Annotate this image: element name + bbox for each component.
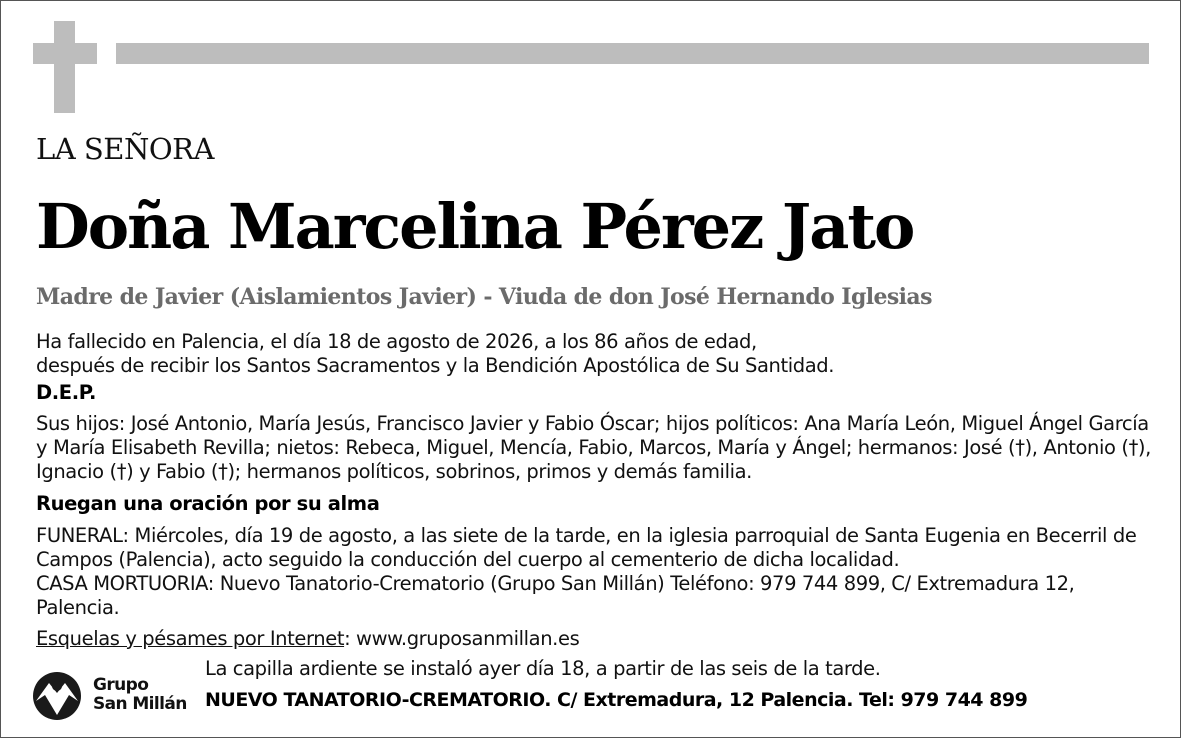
- funeral-details: [36, 524, 1151, 620]
- relations-subtitle: Madre de Javier (Aislamientos Javier) - Viuda de don José Hernando Iglesias: [36, 284, 932, 310]
- grupo-san-millan-logo-icon: [32, 671, 82, 721]
- cross-icon-vertical: [54, 21, 75, 113]
- cross-icon-horizontal: [33, 43, 97, 64]
- internet-link[interactable]: Esquelas y pésames por Internet: [36, 627, 345, 650]
- family-list: Sus hijos: José Antonio, María Jesús, Francisco Javier y Fabio Óscar; hijos políticos: Ana María León, Miguel Ángel García y María Elisabeth Revilla; nietos: Rebeca, Miguel, Mencía, Fabio, Marcos, María y Ángel; hermanos: José (†), Antonio (†), Ignacio (†) y Fabio (†); hermanos políticos, sobrinos, primos y demás familia.: [36, 412, 1151, 483]
- title-label: LA SEÑORA: [36, 132, 214, 166]
- mortuary-text: CASA MORTUORIA: Nuevo Tanatorio-Crematorio (Grupo San Millán) Teléfono: 979 744 899, C/ Extremadura 12, Palencia.: [36, 572, 1075, 619]
- logo-line-1: Grupo: [93, 675, 149, 695]
- death-line-2: después de recibir los Santos Sacramentos y la Bendición Apostólica de Su Santidad.: [36, 354, 835, 377]
- dep-label: D.E.P.: [36, 381, 97, 404]
- logo-wordmark: [93, 676, 187, 714]
- tanatorio-address: NUEVO TANATORIO-CREMATORIO. C/ Extremadura, 12 Palencia. Tel: 979 744 899: [205, 689, 1028, 711]
- internet-url: : www.gruposanmillan.es: [344, 627, 580, 650]
- logo-line-2: San Millán: [93, 694, 187, 714]
- deceased-name: Doña Marcelina Pérez Jato: [36, 190, 914, 263]
- internet-line: [36, 627, 1151, 651]
- capilla-notice: La capilla ardiente se instaló ayer día 18, a partir de las seis de la tarde.: [205, 657, 881, 680]
- death-announcement: [36, 330, 1151, 378]
- funeral-text: FUNERAL: Miércoles, día 19 de agosto, a las siete de la tarde, en la iglesia parroquial de Santa Eugenia en Becerril de Campos (Palencia), acto seguido la conducción del cuerpo al cementerio de dicha localidad.: [36, 524, 1137, 571]
- death-line-1: Ha fallecido en Palencia, el día 18 de agosto de 2026, a los 86 años de edad,: [36, 330, 757, 353]
- prayer-request: Ruegan una oración por su alma: [36, 492, 380, 515]
- header-rule: [116, 43, 1149, 64]
